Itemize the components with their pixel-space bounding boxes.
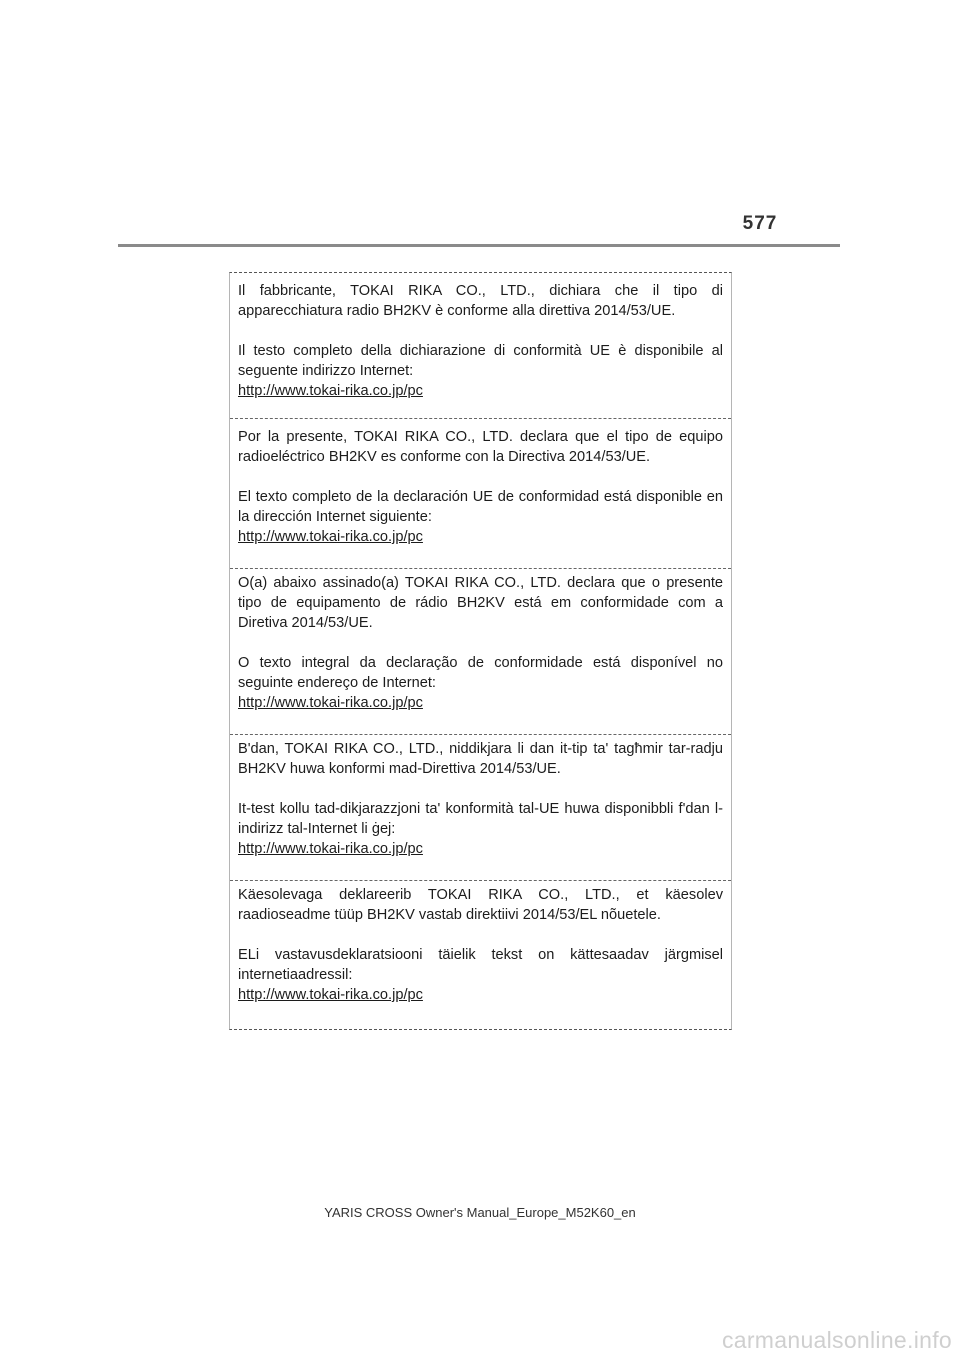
declaration-availability-text: It-test kollu tad-dikjarazzjoni ta' konformità tal-UE huwa disponibbli f'dan l-indirizz tal-Internet li ġej: — [238, 801, 723, 837]
declaration-link[interactable]: http://www.tokai-rika.co.jp/pc — [238, 695, 423, 711]
declaration-link[interactable]: http://www.tokai-rika.co.jp/pc — [238, 987, 423, 1003]
declaration-text: Il fabbricante, TOKAI RIKA CO., LTD., dichiara che il tipo di apparecchiatura radio BH2KV è conforme alla direttiva 2014/53/UE. — [238, 283, 723, 319]
declaration-availability-text: El texto completo de la declaración UE de conformidad está disponible en la dirección Internet siguiente: — [238, 489, 723, 525]
declaration-text: O(a) abaixo assinado(a) TOKAI RIKA CO., LTD. declara que o presente tipo de equipamento de rádio BH2KV está em conformidade com a Diretiva 2014/53/UE. — [238, 575, 723, 631]
site-watermark: carmanualsonline.info — [721, 1327, 952, 1353]
page-number: 577 — [742, 213, 778, 234]
declaration-link[interactable]: http://www.tokai-rika.co.jp/pc — [238, 529, 423, 545]
declaration-italian — [230, 281, 731, 419]
declaration-scan — [229, 272, 732, 1030]
declaration-estonian — [230, 885, 731, 1027]
declaration-maltese — [230, 739, 731, 881]
declaration-portuguese — [230, 573, 731, 735]
declaration-text: Käesolevaga deklareerib TOKAI RIKA CO., LTD., et käesolev raadioseadme tüüp BH2KV vastab direktiivi 2014/53/EL nõuetele. — [238, 887, 723, 923]
declaration-availability-text: O texto integral da declaração de conformidade está disponível no seguinte endereço de Internet: — [238, 655, 723, 691]
document-footer: YARIS CROSS Owner's Manual_Europe_M52K60_en — [324, 1205, 636, 1220]
declaration-availability-text: Il testo completo della dichiarazione di conformità UE è disponibile al seguente indirizzo Internet: — [238, 343, 723, 379]
declaration-availability-text: ELi vastavusdeklaratsiooni täielik tekst on kättesaadav järgmisel internetiaadressil: — [238, 947, 723, 983]
declaration-spanish — [230, 427, 731, 569]
declaration-text: B'dan, TOKAI RIKA CO., LTD., niddikjara li dan it-tip ta' tagħmir tar-radju BH2KV huwa konformi mad-Direttiva 2014/53/UE. — [238, 741, 723, 777]
declaration-text: Por la presente, TOKAI RIKA CO., LTD. declara que el tipo de equipo radioeléctrico BH2KV es conforme con la Directiva 2014/53/UE. — [238, 429, 723, 465]
header-rule — [118, 244, 840, 247]
declaration-link[interactable]: http://www.tokai-rika.co.jp/pc — [238, 383, 423, 399]
declaration-link[interactable]: http://www.tokai-rika.co.jp/pc — [238, 841, 423, 857]
